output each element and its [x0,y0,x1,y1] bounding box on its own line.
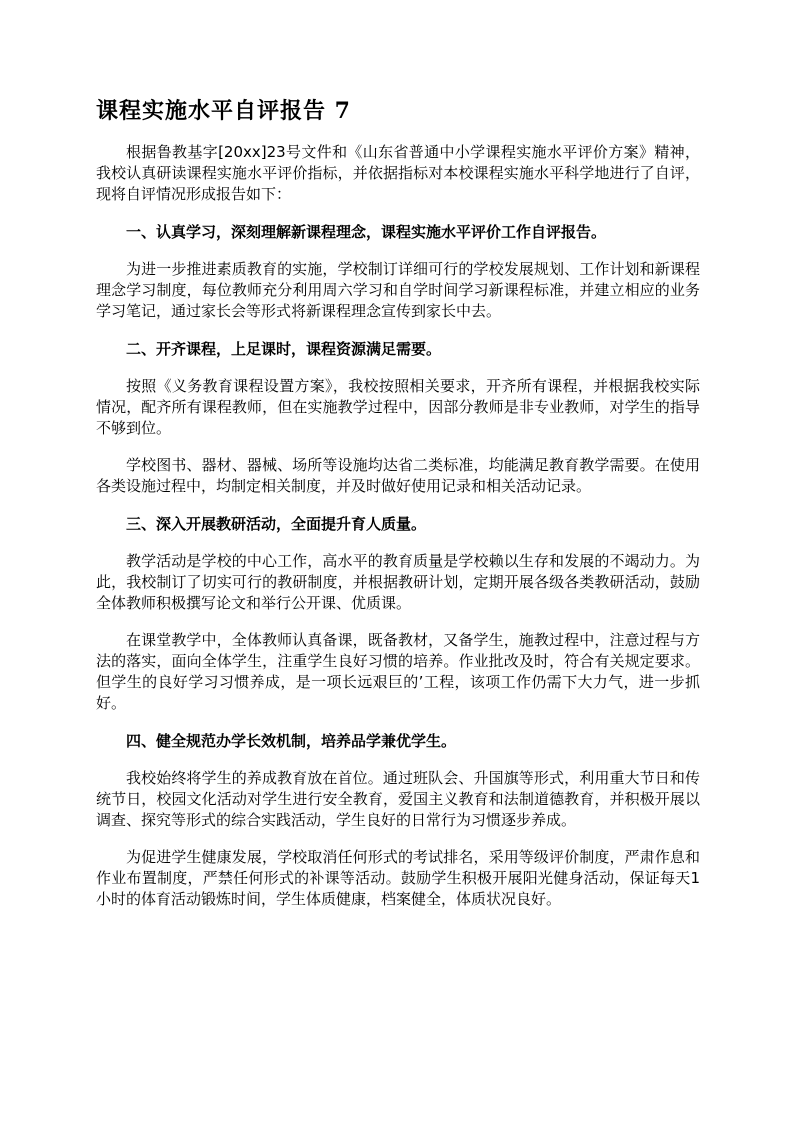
section-heading-2: 二、开齐课程，上足课时，课程资源满足需要。 [126,340,442,358]
section-3-paragraph-1: 教学活动是学校的中心工作，高水平的教育质量是学校赖以生存和发展的不竭动力。为此，我校制订了切实可行的教研制度，并根据教研计划，定期开展各级各类教研活动，鼓励全体教师积极撰写论文和举行公开课、优质课。 [96,552,700,612]
section-heading-4: 四、健全规范办学长效机制，培养品学兼优学生。 [126,732,457,750]
intro-paragraph: 根据鲁教基字[20xx]23号文件和《山东省普通中小学课程实施水平评价方案》精神，我校认真研读课程实施水平评价指标，并依据指标对本校课程实施水平科学地进行了自评，现将自评情况形成报告如下： [96,143,700,203]
section-2-paragraph-1: 按照《义务教育课程设置方案》，我校按照相关要求，开齐所有课程，并根据我校实际情况，配齐所有课程教师，但在实施教学过程中，因部分教师是非专业教师，对学生的指导不够到位。 [96,377,700,437]
section-4-paragraph-1: 我校始终将学生的养成教育放在首位。通过班队会、升国旗等形式，利用重大节日和传统节日，校园文化活动对学生进行安全教育，爱国主义教育和法制道德教育，并积极开展以调查、探究等形式的综合实践活动，学生良好的日常行为习惯逐步养成。 [96,769,700,829]
section-heading-1: 一、认真学习，深刻理解新课程理念，课程实施水平评价工作自评报告。 [126,223,607,241]
section-1-paragraph-1: 为进一步推进素质教育的实施，学校制订详细可行的学校发展规划、工作计划和新课程理念学习制度，每位教师充分利用周六学习和自学时间学习新课程标准，并建立相应的业务学习笔记，通过家长会等形式将新课程理念宣传到家长中去。 [96,260,700,320]
document-page [96,96,700,910]
section-4-paragraph-2: 为促进学生健康发展，学校取消任何形式的考试排名，采用等级评价制度，严肃作息和作业布置制度，严禁任何形式的补课等活动。鼓励学生积极开展阳光健身活动，保证每天1小时的体育活动锻炼时间，学生体质健康，档案健全，体质状况良好。 [96,848,700,908]
section-3-paragraph-2: 在课堂教学中，全体教师认真备课，既备教材，又备学生，施教过程中，注意过程与方法的落实，面向全体学生，注重学生良好习惯的培养。作业批改及时，符合有关规定要求。但学生的良好学习习惯养成，是一项长远艰巨的’工程，该项工作仍需下大力气，进一步抓好。 [96,631,700,712]
page-title: 课程实施水平自评报告 7 [96,98,351,124]
section-2-paragraph-2: 学校图书、器材、器械、场所等设施均达省二类标准，均能满足教育教学需要。在使用各类设施过程中，均制定相关制度，并及时做好使用记录和相关活动记录。 [96,456,700,495]
section-heading-3: 三、深入开展教研活动，全面提升育人质量。 [126,515,427,533]
